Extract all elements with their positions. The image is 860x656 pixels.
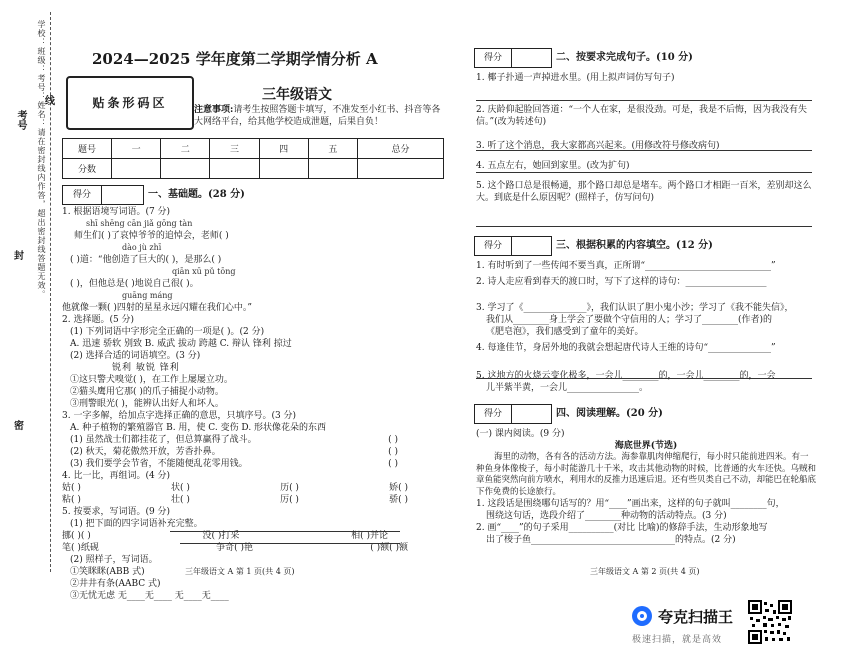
scanner-logo-icon — [632, 606, 652, 626]
q4-cell: 粘( ) — [62, 495, 81, 505]
q5-cell: 相( )并论 — [351, 531, 388, 541]
score-input[interactable] — [357, 159, 443, 179]
section4-body — [476, 428, 816, 546]
margin-seal-char: 封 — [14, 251, 24, 262]
q1-line: ( )道：“他创造了巨大的( )，是那么( ) — [70, 255, 222, 265]
q3-options: A. 种子植物的繁殖器官 B. 用，使 C. 变伤 D. 形状像花朵的东西 — [70, 423, 327, 433]
answer-line[interactable] — [476, 100, 812, 101]
reading-subheading: (一) 课内阅读。(9 分) — [476, 429, 565, 439]
q5-cell: ( )额( )额 — [370, 543, 408, 553]
score-field[interactable] — [512, 405, 550, 423]
notice-label: 注意事项: — [194, 105, 234, 115]
qr-code-icon — [748, 600, 792, 644]
margin-seal-char-3: 线 — [45, 96, 55, 107]
q1-title: 1. 根据语境写词语。(7 分) — [62, 207, 171, 217]
answer-line[interactable] — [476, 378, 812, 379]
q2-2-item: ②猫头鹰用它那( )的爪子捕捉小动物。 — [70, 387, 224, 397]
s-question: 5. 这个路口总是很畅通，那个路口却总是堵车。两个路口才相距一百米，差别却这么大。到底是什么原因呢？(照样子，仿写问句) — [476, 181, 812, 203]
r-question: 1. 这段话是围绕哪句话写的？用“____”画出来，这样的句子就叫________句， — [476, 499, 785, 509]
q2-1-options: A. 迅速 骄软 别致 B. 威武 拔动 跨越 C. 辩认 锋利 掠过 — [70, 339, 292, 349]
q1-line: 师生们( )了哀悼爷爷的追悼会，老师( ) — [74, 231, 229, 241]
q5-2: (2) 照样子，写词语。 — [70, 555, 158, 565]
q5-cell: 挪( )( ) — [62, 531, 91, 541]
pinyin-line: qiān xū pǔ tōng — [172, 267, 236, 276]
section2-score-box — [474, 48, 552, 68]
q4-cell: 骄( ) — [389, 495, 408, 505]
score-cell: 总分 — [357, 139, 443, 159]
s-question: 1. 椰子扑通一声掉进水里。(用上拟声词仿写句子) — [476, 73, 675, 83]
score-cell: 分数 — [63, 159, 112, 179]
answer-line[interactable] — [476, 226, 812, 227]
score-input[interactable] — [210, 159, 259, 179]
margin-exam-number: 考号 — [15, 110, 26, 130]
pinyin-line: guāng máng — [122, 291, 173, 300]
margin-seal-char-2: 密 — [14, 421, 24, 432]
f-question: 我们从________身上学会了要做个守信用的人；学习了________(作者)的 — [486, 315, 773, 325]
q4-row — [62, 482, 448, 494]
answer-paren[interactable]: ( ) — [388, 435, 398, 445]
score-input[interactable] — [308, 159, 357, 179]
section4-score-box — [474, 404, 552, 424]
answer-paren[interactable]: ( ) — [388, 447, 398, 457]
q5-1: (1) 把下面的四字词语补充完整。 — [70, 519, 203, 529]
q5-title: 5. 按要求，写词语。(9 分) — [62, 507, 171, 517]
f-question: 5. 这地方的火烧云变化极多，一会儿________的，一会儿________的，一会 — [476, 371, 776, 381]
f-question: 3. 学习了《______________》，我们认识了胆小鬼小沙；学习了《我不能失信》， — [476, 303, 794, 313]
notice-text — [194, 104, 442, 128]
q4-title: 4. 比一比，再组词。(4 分) — [62, 471, 171, 481]
score-field[interactable] — [512, 237, 550, 255]
score-cell: 二 — [161, 139, 210, 159]
q3-item: (1) 虽然战士们都挂花了，但总算赢得了战斗。 — [70, 435, 257, 445]
barcode-area — [66, 76, 194, 130]
r-question: 出了梭子鱼________________________________的特点。(2 分) — [486, 535, 736, 545]
r-question: 2. 画“____”的句子采用__________(对比 比喻)的修辞手法，生动形象地写 — [476, 523, 768, 533]
section4-heading: 四、阅读理解。(20 分) — [556, 408, 663, 419]
q2-title: 2. 选择题。(5 分) — [62, 315, 135, 325]
reading-passage: 海里的动物，各有各的活动方法。海参靠肌肉伸缩爬行，每小时只能前进四米。有一种鱼身体像梭子，每小时能游几十千米，攻击其他动物的时候，比普通的火车还快。乌贼和章鱼能突然向前方喷水，利用水的反推力迅速后退。还有些贝类自己不动，却能巴在轮船底下作免费的长途旅行。 — [476, 452, 817, 497]
score-cell: 题号 — [63, 139, 112, 159]
q3-item: (2) 秋天，菊花傲然开放，芳香扑鼻。 — [70, 447, 221, 457]
q3-row — [62, 458, 448, 470]
f-question: 1. 有时听到了一些传闻不要当真，正所谓“____________________________” — [476, 261, 776, 271]
answer-line[interactable] — [180, 543, 400, 544]
q3-title: 3. 一字多解，给加点字选择正确的意思，只填序号。(3 分) — [62, 411, 297, 421]
s-question: 2. 庆龄仰起脸回答道：“一个人在家，是很没劲。可是，我是不后悔，因为我没有失信。”(改为转述句) — [476, 105, 808, 127]
score-input[interactable] — [259, 159, 308, 179]
q2-2-words: 锐利 敏锐 锋利 — [112, 363, 180, 373]
score-label: 得分 — [475, 405, 512, 423]
q5-2-item: ②井井有条(AABC 式) — [70, 579, 161, 589]
f-question: 2. 诗人走应看到春天的渡口时，写下了这样的诗句：__________________ — [476, 277, 767, 287]
q4-cell: 姑( ) — [62, 483, 81, 493]
s-question: 3. 听了这个消息，我大家都高兴起来。(用修改符号修改病句) — [476, 141, 720, 151]
s-question: 4. 五点左右，她回到家里。(改为扩句) — [476, 161, 630, 171]
score-input[interactable] — [112, 159, 161, 179]
q5-2-item: ①笑眯眯(ABB 式) — [70, 567, 145, 577]
score-label: 得分 — [475, 237, 512, 255]
section3-score-box — [474, 236, 552, 256]
q4-row — [62, 494, 448, 506]
score-label: 得分 — [475, 49, 512, 67]
q5-cell: 没( )打采 — [202, 531, 240, 541]
q5-cell: 争奇( )艳 — [216, 543, 253, 553]
margin-note: 学校：班级：考号：姓名：请在密封线内作答，超出密封线答题无效。 — [37, 20, 46, 299]
q4-cell: 厉( ) — [280, 495, 299, 505]
notice-body: 请考生按照答题卡填写，不准发至小红书、抖音等各大网络平台，给其他学校造成泄题，后果自负！ — [194, 105, 441, 127]
section1-score-box — [62, 185, 144, 205]
section2-heading: 二、按要求完成句子。(10 分) — [556, 52, 693, 63]
r-question: 围绕这句话，选段介绍了________种动物的活动特点。(3 分) — [486, 511, 727, 521]
score-cell: 三 — [210, 139, 259, 159]
q2-2-item: ①这只警犬嗅觉( )，在工作上屡屡立功。 — [70, 375, 233, 385]
f-question: 儿半紫半黄，一会儿________________。 — [486, 383, 649, 393]
score-cell: 五 — [308, 139, 357, 159]
q4-cell: 状( ) — [171, 483, 190, 493]
q4-cell: 历( ) — [280, 483, 299, 493]
q1-line: ( )，但他总是( )地说自己很( )。 — [70, 279, 199, 289]
answer-paren[interactable]: ( ) — [388, 459, 398, 469]
section1-heading: 一、基础题。(28 分) — [148, 189, 245, 200]
q1-line: 他就像一颗( )四射的星星永远闪耀在我们心中。” — [62, 303, 252, 313]
answer-line[interactable] — [476, 150, 812, 151]
score-field[interactable] — [512, 49, 550, 67]
score-field[interactable] — [102, 186, 142, 204]
answer-line[interactable] — [170, 531, 400, 532]
reading-title: 海底世界(节选) — [614, 441, 678, 451]
q4-cell: 娇( ) — [389, 483, 408, 493]
q5-2-item: ③无忧无虑 无____无____ 无____无____ — [70, 591, 229, 601]
scanner-slogan: 极速扫描，就是高效 — [632, 635, 723, 645]
section3-heading: 三、根据积累的内容填空。(12 分) — [556, 240, 713, 251]
subject-title: 三年级语文 — [262, 87, 332, 103]
exam-title: 2024—2025 学年度第二学期学情分析 A — [92, 50, 378, 68]
score-label: 得分 — [63, 186, 102, 204]
q3-row — [62, 434, 448, 446]
score-cell: 一 — [112, 139, 161, 159]
page-footer: 三年级语文 A 第 1 页(共 4 页) — [185, 567, 295, 576]
q2-2: (2) 选择合适的词语填空。(3 分) — [70, 351, 201, 361]
q4-cell: 壮( ) — [171, 495, 190, 505]
barcode-label: 贴条形码区 — [92, 96, 168, 110]
q2-2-item: ③刑警眼光( )，能辨认出好人和坏人。 — [70, 399, 224, 409]
pinyin-line: shī shēng cān jiǎ gōng tàn — [86, 219, 193, 228]
q2-1: (1) 下列词语中字形完全正确的一项是( )。(2 分) — [70, 327, 265, 337]
score-input[interactable] — [161, 159, 210, 179]
section2-body — [476, 72, 812, 204]
page-footer: 三年级语文 A 第 2 页(共 4 页) — [590, 567, 700, 576]
f-question: 4. 每逢佳节，身居外地的我就会想起唐代诗人王维的诗句“______________” — [476, 343, 776, 353]
answer-line[interactable] — [476, 172, 812, 173]
q5-cell: 笔( )纸砚 — [62, 543, 99, 553]
pinyin-line: dào jù zhī — [122, 243, 162, 252]
score-cell: 四 — [259, 139, 308, 159]
q3-row — [62, 446, 448, 458]
q3-item: (3) 我们要学会节省，不能随便乱花零用钱。 — [70, 459, 248, 469]
score-table — [62, 138, 444, 179]
f-question: 《肥皂泡》，我们感受到了童年的美好。 — [486, 327, 644, 337]
scanner-brand: 夸克扫描王 — [658, 608, 734, 626]
section3-body — [476, 260, 816, 394]
